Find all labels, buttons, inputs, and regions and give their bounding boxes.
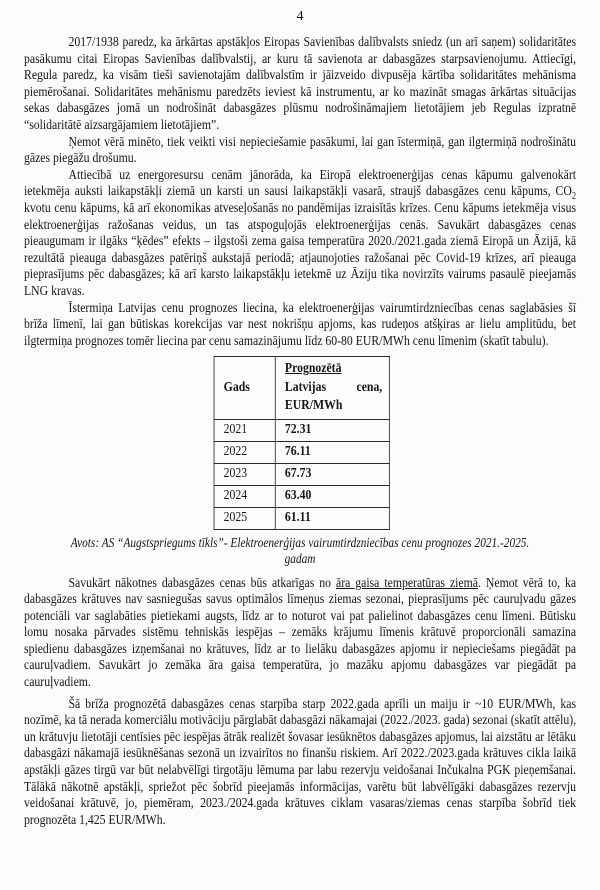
p5-text-before-underline: Savukārt nākotnes dabasgāzes cenas būs atkarīgas no xyxy=(68,575,336,591)
price-forecast-table xyxy=(214,356,390,529)
paragraph-solidarity-mechanism: 2017/1938 paredz, ka ārkārtas apstākļos Eiropas Savienības dalībvalsts sniedz (un arī saņem) solidaritātes pasākumu citai Eiropas Savienības dalībvalstij, ar kuru tā savienota ar dabasgāzes starpsavienojumu. Attiecīgi, Regula paredz, ka visām tieši savienotajām dalībvalstīm ir jāizveido divpusēja kārtība solidaritātes mehānisma piemērošanai. Solidaritātes mehānismu paredzēts ieviest kā instrumentu, ar ko mazināt smagas ārkārtas situācijas sekas dabasgāzes jomā un nodrošināt dabasgāzes plūsmu nodrošināmajiem lietotājiem jeb Regulas izpratnē “solidaritātē aizsargājamiem lietotājiem”. xyxy=(24,35,577,133)
document-body xyxy=(24,35,576,829)
year-cell: 2022 xyxy=(214,441,275,463)
price-cell: 61.11 xyxy=(275,507,389,529)
table-source-caption: Avots: AS “Augstspriegums tīkls”- Elektroenerģijas vairumtirdzniecības cenu prognozes 2021.-2025. gadam xyxy=(70,534,530,566)
price-cell: 63.40 xyxy=(275,485,389,507)
table-row xyxy=(214,485,389,507)
paragraph-short-term-forecast: Īstermiņa Latvijas cenu prognozes liecina, ka elektroenerģijas vairumtirdzniecības cenas saglabāsies šī brīža līmenī, lai gan būtiskas korekcijas var nest nokrišņu apjoms, kas rudeņos atšķiras ar lielu amplitūdu, bet ilgtermiņa prognozes tomēr liecina par cenu samazinājumu līdz 60-80 EUR/MWh cenu līmenim (skatīt tabulu). xyxy=(24,300,577,349)
year-cell: 2021 xyxy=(214,419,275,441)
price-cell: 72.31 xyxy=(275,419,389,441)
table-row xyxy=(214,507,389,529)
paragraph-future-gas-prices xyxy=(24,576,576,692)
p5-underlined-phrase: āra gaisa temperatūras ziemā xyxy=(335,575,478,591)
table-row xyxy=(214,463,389,485)
paragraph-energy-price-factors xyxy=(24,168,576,301)
price-cell: 76.11 xyxy=(275,441,389,463)
p3-text-after-co2: kvotu cenu kāpums, kā arī ekonomikas atveseļošanās no pandēmijas izraisītās krīzes. Cenu kāpums ietekmēja visus elektroenerģijas ražošanas veidus, un tas atspoguļojās elektroenerģijas cenās. Savukārt dabasgāzes cenas pieaugumam ir ilgāks “ķēdes” efekts – ilgstoši zema gaisa temperatūra 2020./2021.gada ziemā Eiropā un Āzijā, kā rezultātā pieauga dabasgāzes patēriņš aukstajā periodā; atjaunojoties ražošanai pēc Covid-19 krīzes, arī pieauga pieprasījums pēc dabasgāzes; kā arī karsto laikapstākļu ietekmē uz Āziju tika novirzīts vairums pasaulē pieejamās LNG kravas. xyxy=(24,200,577,299)
price-cell: 67.73 xyxy=(275,463,389,485)
page-number: 4 xyxy=(296,9,304,24)
co2-subscript: 2 xyxy=(571,191,577,203)
table-row xyxy=(214,419,389,441)
year-cell: 2024 xyxy=(214,485,275,507)
table-header-row xyxy=(214,357,389,419)
table-header-eur-mwh: EUR/MWh xyxy=(284,398,343,414)
paragraph-supply-security: Ņemot vērā minēto, tiek veikti visi nepieciešamie pasākumi, lai gan īstermiņā, gan ilgtermiņā nodrošinātu gāzes piegāžu drošumu. xyxy=(24,134,577,167)
table-header-prognozeta: Prognozētā xyxy=(284,361,342,377)
paragraph-price-spread-storage: Šā brīža prognozētā dabasgāzes cenas starpība starp 2022.gada aprīli un maiju ir ~10 EUR/MWh, kas nozīmē, ka tā nerada komerciālu motivāciju pārglabāt dabasgāzi nākamajai (2022./2023. gada) sezonai (skatīt attēlu), un krātuvju lietotāji centīsies pēc iespējas ātrāk realizēt šovasar iesūknētos dabasgāzes apjomus, lai aizstātu ar lētāku dabasgāzi nākamajā iesūknēšanas sezonā un izvairītos no finanšu riskiem. Arī 2022./2023.gada krātuves cikla laikā apstākļi gāzes tirgū var būt nelabvēlīgi tirgotāju lēmuma par labu rezervju veidošanai Inčukalna PGK pieņemšanai. Tālākā nākotnē apstākļi, spriežot pēc šobrīd pieejamās informācijas, varētu būt labvēlīgāki dabasgāzes rezervju veidošanai krātuvē, jo, piemēram, 2023./2024.gada krātuves ciklam vasaras/ziemas cenas starpība šobrīd tiek prognozēta 1,425 EUR/MWh. xyxy=(24,696,577,828)
table-header-latvijas-cena: Latvijas cena, xyxy=(284,379,383,395)
year-cell: 2025 xyxy=(214,507,275,529)
table-row xyxy=(214,441,389,463)
table-header-price xyxy=(275,357,389,419)
p3-text-before-co2: Attiecībā uz energoresursu cenām jānorāda, ka Eiropā elektroenerģijas cenas kāpumu galvenokārt ietekmēja auksti laikapstākļi ziemā un karsti un sausi laikapstākļi vasarā, straujš dabasgāzes cenu kāpums, CO xyxy=(24,167,577,200)
table-header-gads: Gads xyxy=(214,357,275,419)
year-cell: 2023 xyxy=(214,463,275,485)
p5-text-after-underline: . Ņemot vērā to, ka dabasgāzes krātuves nav sasniegušas savus optimālos līmeņus ziemas sezonai, pieprasījums pēc cauruļvadu gāzes potenciāli var saglabāties pietiekami augsts, līdz ar to noturot vai pat palielinot dabasgāzes cenu līmeni. Būtisku lomu nosaka pārvades sistēmu tehniskās iespējas – zemāks krājumu līmenis krātuvē proporcionāli samazina spiedienu dabasgāzes izņemšanai no krātuves, līdz ar to lielāku dabasgāzes apjomu ir nepieciešams piegādāt pa cauruļvadiem. Savukārt jo zemāka āra gaisa temperatūra, jo mazāku apjomu dabasgāzes var piegādāt pa cauruļvadiem. xyxy=(24,575,577,691)
